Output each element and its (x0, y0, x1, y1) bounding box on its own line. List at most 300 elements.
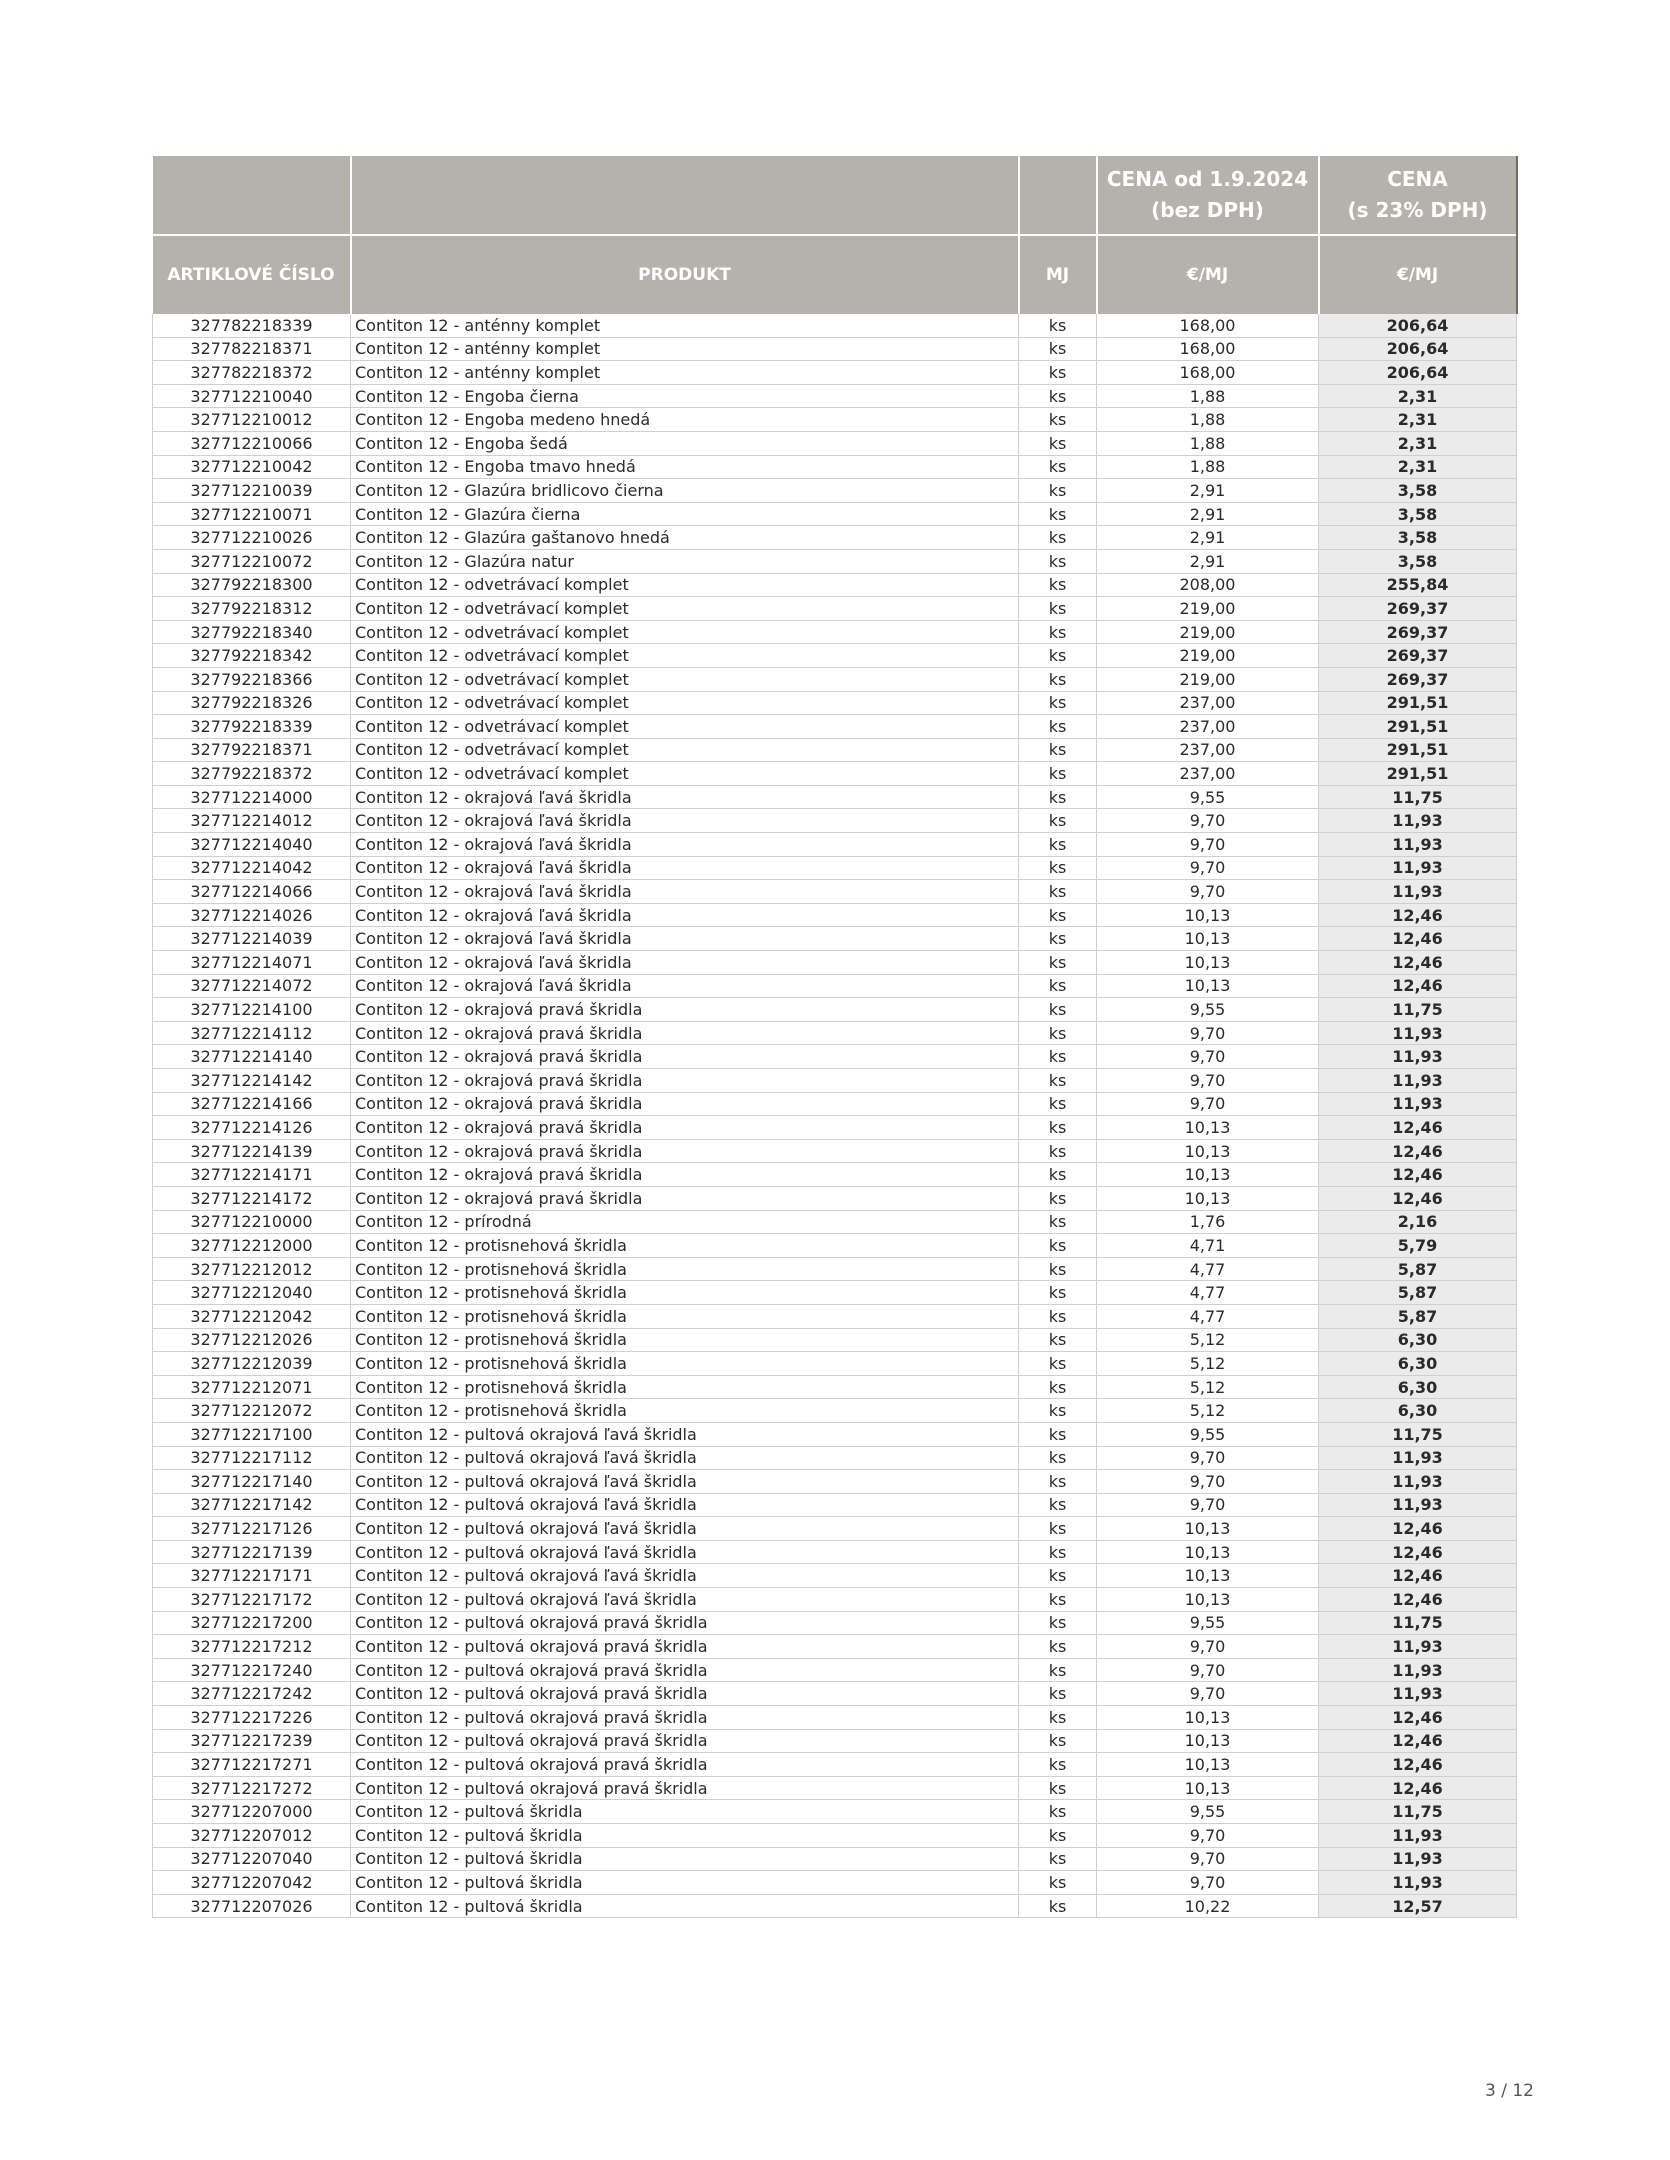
product-cell: Contiton 12 - pultová škridla (351, 1800, 1019, 1824)
price-cell: 9,70 (1097, 880, 1319, 904)
article-number-cell: 327712210042 (153, 455, 351, 479)
unit-cell: ks (1019, 1871, 1097, 1895)
article-number-cell: 327712212012 (153, 1257, 351, 1281)
price-cell: 9,70 (1097, 1069, 1319, 1093)
table-row (153, 1139, 1517, 1163)
unit-cell: ks (1019, 1304, 1097, 1328)
price-cell: 5,12 (1097, 1328, 1319, 1352)
price-cell: 10,13 (1097, 1139, 1319, 1163)
product-cell: Contiton 12 - pultová okrajová pravá škridla (351, 1682, 1019, 1706)
price-cell: 1,76 (1097, 1210, 1319, 1234)
article-number-cell: 327712214012 (153, 809, 351, 833)
unit-cell: ks (1019, 337, 1097, 361)
product-cell: Contiton 12 - protisnehová škridla (351, 1375, 1019, 1399)
unit-cell: ks (1019, 1186, 1097, 1210)
unit-cell: ks (1019, 384, 1097, 408)
product-cell: Contiton 12 - pultová škridla (351, 1871, 1019, 1895)
article-number-cell: 327782218372 (153, 361, 351, 385)
price-cell: 9,55 (1097, 785, 1319, 809)
article-number-cell: 327792218326 (153, 691, 351, 715)
price-vat-cell: 5,87 (1319, 1257, 1517, 1281)
price-vat-cell: 269,37 (1319, 620, 1517, 644)
unit-cell: ks (1019, 998, 1097, 1022)
product-cell: Contiton 12 - okrajová pravá škridla (351, 1163, 1019, 1187)
unit-cell: ks (1019, 1352, 1097, 1376)
header-price-new-line1: CENA od 1.9.2024 (1106, 167, 1309, 191)
price-cell: 9,70 (1097, 1871, 1319, 1895)
price-cell: 219,00 (1097, 597, 1319, 621)
product-cell: Contiton 12 - odvetrávací komplet (351, 597, 1019, 621)
product-cell: Contiton 12 - pultová okrajová ľavá škridla (351, 1564, 1019, 1588)
table-row (153, 833, 1517, 857)
article-number-cell: 327712212071 (153, 1375, 351, 1399)
price-cell: 237,00 (1097, 762, 1319, 786)
table-row (153, 785, 1517, 809)
product-cell: Contiton 12 - okrajová ľavá škridla (351, 809, 1019, 833)
table-row (153, 479, 1517, 503)
product-cell: Contiton 12 - pultová okrajová ľavá škridla (351, 1422, 1019, 1446)
product-cell: Contiton 12 - pultová okrajová pravá škridla (351, 1776, 1019, 1800)
price-vat-cell: 11,93 (1319, 1824, 1517, 1848)
product-cell: Contiton 12 - protisnehová škridla (351, 1328, 1019, 1352)
unit-cell: ks (1019, 1399, 1097, 1423)
price-vat-cell: 5,87 (1319, 1304, 1517, 1328)
unit-cell: ks (1019, 314, 1097, 337)
price-vat-cell: 11,93 (1319, 1470, 1517, 1494)
price-vat-cell: 11,93 (1319, 1045, 1517, 1069)
price-cell: 4,77 (1097, 1304, 1319, 1328)
article-number-cell: 327712210040 (153, 384, 351, 408)
product-cell: Contiton 12 - odvetrávací komplet (351, 715, 1019, 739)
price-vat-cell: 11,93 (1319, 1069, 1517, 1093)
price-cell: 10,13 (1097, 1163, 1319, 1187)
table-row (153, 715, 1517, 739)
price-table-body (153, 314, 1517, 1918)
unit-cell: ks (1019, 1257, 1097, 1281)
article-number-cell: 327712214026 (153, 903, 351, 927)
price-vat-cell: 11,93 (1319, 1021, 1517, 1045)
price-cell: 9,70 (1097, 1658, 1319, 1682)
product-cell: Contiton 12 - okrajová ľavá škridla (351, 880, 1019, 904)
unit-cell: ks (1019, 667, 1097, 691)
price-vat-cell: 11,93 (1319, 880, 1517, 904)
unit-cell: ks (1019, 927, 1097, 951)
table-row (153, 620, 1517, 644)
price-cell: 4,71 (1097, 1234, 1319, 1258)
table-row (153, 1304, 1517, 1328)
unit-cell: ks (1019, 1021, 1097, 1045)
unit-cell: ks (1019, 408, 1097, 432)
price-cell: 9,70 (1097, 1045, 1319, 1069)
header-row-bottom (153, 235, 1517, 314)
header-price-vat-line1: CENA (1387, 167, 1448, 191)
article-number-cell: 327712214171 (153, 1163, 351, 1187)
product-cell: Contiton 12 - Glazúra čierna (351, 502, 1019, 526)
product-cell: Contiton 12 - pultová okrajová ľavá škridla (351, 1540, 1019, 1564)
price-vat-cell: 206,64 (1319, 337, 1517, 361)
product-cell: Contiton 12 - okrajová pravá škridla (351, 1069, 1019, 1093)
unit-cell: ks (1019, 1564, 1097, 1588)
article-number-cell: 327712210026 (153, 526, 351, 550)
price-cell: 10,13 (1097, 1517, 1319, 1541)
price-vat-cell: 12,46 (1319, 903, 1517, 927)
unit-cell: ks (1019, 951, 1097, 975)
unit-cell: ks (1019, 1210, 1097, 1234)
price-vat-cell: 5,79 (1319, 1234, 1517, 1258)
header-unit: MJ (1019, 235, 1097, 314)
unit-cell: ks (1019, 903, 1097, 927)
header-price-vat-line2: (s 23% DPH) (1347, 198, 1488, 222)
product-cell: Contiton 12 - pultová škridla (351, 1894, 1019, 1918)
unit-cell: ks (1019, 479, 1097, 503)
article-number-cell: 327712214039 (153, 927, 351, 951)
article-number-cell: 327712210000 (153, 1210, 351, 1234)
price-vat-cell: 11,75 (1319, 1611, 1517, 1635)
unit-cell: ks (1019, 1234, 1097, 1258)
unit-cell: ks (1019, 431, 1097, 455)
article-number-cell: 327712210066 (153, 431, 351, 455)
price-cell: 9,70 (1097, 1824, 1319, 1848)
product-cell: Contiton 12 - odvetrávací komplet (351, 738, 1019, 762)
article-number-cell: 327712217171 (153, 1564, 351, 1588)
article-number-cell: 327712217271 (153, 1753, 351, 1777)
product-cell: Contiton 12 - protisnehová škridla (351, 1234, 1019, 1258)
unit-cell: ks (1019, 1729, 1097, 1753)
price-cell: 10,13 (1097, 1540, 1319, 1564)
table-row (153, 1894, 1517, 1918)
header-unit-price-vat: €/MJ (1319, 235, 1517, 314)
header-blank-article (153, 156, 351, 235)
table-row (153, 1564, 1517, 1588)
unit-cell: ks (1019, 1493, 1097, 1517)
unit-cell: ks (1019, 1706, 1097, 1730)
price-cell: 1,88 (1097, 384, 1319, 408)
article-number-cell: 327712207042 (153, 1871, 351, 1895)
article-number-cell: 327792218372 (153, 762, 351, 786)
price-cell: 237,00 (1097, 691, 1319, 715)
product-cell: Contiton 12 - okrajová ľavá škridla (351, 927, 1019, 951)
unit-cell: ks (1019, 809, 1097, 833)
price-vat-cell: 11,93 (1319, 1847, 1517, 1871)
product-cell: Contiton 12 - anténny komplet (351, 314, 1019, 337)
price-vat-cell: 12,46 (1319, 1163, 1517, 1187)
article-number-cell: 327712214100 (153, 998, 351, 1022)
product-cell: Contiton 12 - okrajová pravá škridla (351, 1186, 1019, 1210)
product-cell: Contiton 12 - okrajová pravá škridla (351, 1045, 1019, 1069)
price-vat-cell: 269,37 (1319, 667, 1517, 691)
article-number-cell: 327712214040 (153, 833, 351, 857)
table-row (153, 1092, 1517, 1116)
unit-cell: ks (1019, 833, 1097, 857)
article-number-cell: 327712210072 (153, 549, 351, 573)
table-row (153, 856, 1517, 880)
price-vat-cell: 11,93 (1319, 1635, 1517, 1659)
article-number-cell: 327712217272 (153, 1776, 351, 1800)
product-cell: Contiton 12 - protisnehová škridla (351, 1257, 1019, 1281)
price-cell: 9,70 (1097, 856, 1319, 880)
price-vat-cell: 206,64 (1319, 361, 1517, 385)
price-vat-cell: 2,31 (1319, 408, 1517, 432)
product-cell: Contiton 12 - odvetrávací komplet (351, 573, 1019, 597)
unit-cell: ks (1019, 1328, 1097, 1352)
article-number-cell: 327712207012 (153, 1824, 351, 1848)
table-row (153, 880, 1517, 904)
price-vat-cell: 5,87 (1319, 1281, 1517, 1305)
price-cell: 1,88 (1097, 431, 1319, 455)
article-number-cell: 327712214072 (153, 974, 351, 998)
price-vat-cell: 291,51 (1319, 738, 1517, 762)
table-row (153, 1776, 1517, 1800)
product-cell: Contiton 12 - pultová okrajová pravá škridla (351, 1706, 1019, 1730)
table-row (153, 1422, 1517, 1446)
price-cell: 219,00 (1097, 667, 1319, 691)
article-number-cell: 327712207040 (153, 1847, 351, 1871)
article-number-cell: 327712210039 (153, 479, 351, 503)
table-row (153, 361, 1517, 385)
price-cell: 1,88 (1097, 408, 1319, 432)
product-cell: Contiton 12 - okrajová pravá škridla (351, 1139, 1019, 1163)
product-cell: Contiton 12 - protisnehová škridla (351, 1281, 1019, 1305)
article-number-cell: 327712217100 (153, 1422, 351, 1446)
table-row (153, 974, 1517, 998)
article-number-cell: 327792218312 (153, 597, 351, 621)
table-row (153, 951, 1517, 975)
article-number-cell: 327712214140 (153, 1045, 351, 1069)
header-blank-unit (1019, 156, 1097, 235)
table-row (153, 1446, 1517, 1470)
unit-cell: ks (1019, 1163, 1097, 1187)
product-cell: Contiton 12 - odvetrávací komplet (351, 691, 1019, 715)
price-vat-cell: 12,46 (1319, 1517, 1517, 1541)
price-cell: 10,13 (1097, 1706, 1319, 1730)
article-number-cell: 327712217112 (153, 1446, 351, 1470)
table-row (153, 1116, 1517, 1140)
unit-cell: ks (1019, 1682, 1097, 1706)
page-number: 3 / 12 (1485, 2081, 1534, 2101)
price-cell: 9,70 (1097, 809, 1319, 833)
product-cell: Contiton 12 - Glazúra gaštanovo hnedá (351, 526, 1019, 550)
price-vat-cell: 6,30 (1319, 1328, 1517, 1352)
article-number-cell: 327712214166 (153, 1092, 351, 1116)
product-cell: Contiton 12 - okrajová pravá škridla (351, 1092, 1019, 1116)
unit-cell: ks (1019, 1847, 1097, 1871)
price-vat-cell: 2,31 (1319, 455, 1517, 479)
price-cell: 10,13 (1097, 1186, 1319, 1210)
price-vat-cell: 11,93 (1319, 809, 1517, 833)
article-number-cell: 327792218371 (153, 738, 351, 762)
product-cell: Contiton 12 - pultová okrajová pravá škridla (351, 1658, 1019, 1682)
header-article-number: ARTIKLOVÉ ČÍSLO (153, 235, 351, 314)
table-row (153, 667, 1517, 691)
table-row (153, 597, 1517, 621)
price-vat-cell: 12,46 (1319, 1776, 1517, 1800)
price-vat-cell: 12,46 (1319, 1729, 1517, 1753)
header-price-new-line2: (bez DPH) (1151, 198, 1264, 222)
price-cell: 9,70 (1097, 1493, 1319, 1517)
price-cell: 168,00 (1097, 361, 1319, 385)
price-cell: 10,13 (1097, 1753, 1319, 1777)
unit-cell: ks (1019, 597, 1097, 621)
price-vat-cell: 11,93 (1319, 1446, 1517, 1470)
table-row (153, 549, 1517, 573)
table-row (153, 314, 1517, 337)
article-number-cell: 327792218342 (153, 644, 351, 668)
price-cell: 9,55 (1097, 1611, 1319, 1635)
product-cell: Contiton 12 - Engoba šedá (351, 431, 1019, 455)
product-cell: Contiton 12 - Glazúra natur (351, 549, 1019, 573)
table-row (153, 502, 1517, 526)
price-cell: 9,70 (1097, 1470, 1319, 1494)
product-cell: Contiton 12 - okrajová ľavá škridla (351, 951, 1019, 975)
table-row (153, 1611, 1517, 1635)
price-vat-cell: 12,46 (1319, 951, 1517, 975)
table-row (153, 1399, 1517, 1423)
product-cell: Contiton 12 - odvetrávací komplet (351, 667, 1019, 691)
price-vat-cell: 12,46 (1319, 1186, 1517, 1210)
article-number-cell: 327712217126 (153, 1517, 351, 1541)
price-cell: 5,12 (1097, 1375, 1319, 1399)
unit-cell: ks (1019, 856, 1097, 880)
product-cell: Contiton 12 - pultová okrajová pravá škridla (351, 1753, 1019, 1777)
price-cell: 237,00 (1097, 738, 1319, 762)
product-cell: Contiton 12 - pultová okrajová ľavá škridla (351, 1517, 1019, 1541)
price-cell: 219,00 (1097, 620, 1319, 644)
unit-cell: ks (1019, 1470, 1097, 1494)
table-row (153, 1021, 1517, 1045)
price-cell: 9,70 (1097, 1092, 1319, 1116)
table-row (153, 1186, 1517, 1210)
unit-cell: ks (1019, 880, 1097, 904)
table-row (153, 1163, 1517, 1187)
article-number-cell: 327712214139 (153, 1139, 351, 1163)
price-cell: 9,70 (1097, 833, 1319, 857)
article-number-cell: 327712214066 (153, 880, 351, 904)
unit-cell: ks (1019, 573, 1097, 597)
table-row (153, 903, 1517, 927)
article-number-cell: 327712214042 (153, 856, 351, 880)
table-row (153, 738, 1517, 762)
price-cell: 10,22 (1097, 1894, 1319, 1918)
unit-cell: ks (1019, 1611, 1097, 1635)
price-vat-cell: 255,84 (1319, 573, 1517, 597)
price-cell: 2,91 (1097, 502, 1319, 526)
table-row (153, 1824, 1517, 1848)
price-cell: 208,00 (1097, 573, 1319, 597)
price-cell: 9,55 (1097, 1422, 1319, 1446)
price-vat-cell: 12,46 (1319, 1588, 1517, 1612)
price-cell: 5,12 (1097, 1399, 1319, 1423)
product-cell: Contiton 12 - Engoba čierna (351, 384, 1019, 408)
table-row (153, 384, 1517, 408)
product-cell: Contiton 12 - pultová škridla (351, 1847, 1019, 1871)
unit-cell: ks (1019, 1446, 1097, 1470)
price-vat-cell: 12,46 (1319, 974, 1517, 998)
table-row (153, 1800, 1517, 1824)
article-number-cell: 327712217200 (153, 1611, 351, 1635)
article-number-cell: 327792218339 (153, 715, 351, 739)
price-cell: 10,13 (1097, 903, 1319, 927)
table-row (153, 762, 1517, 786)
table-row (153, 1257, 1517, 1281)
product-cell: Contiton 12 - okrajová pravá škridla (351, 1116, 1019, 1140)
product-cell: Contiton 12 - pultová okrajová ľavá škridla (351, 1446, 1019, 1470)
header-price-new (1097, 156, 1319, 235)
unit-cell: ks (1019, 1776, 1097, 1800)
product-cell: Contiton 12 - Glazúra bridlicovo čierna (351, 479, 1019, 503)
unit-cell: ks (1019, 974, 1097, 998)
table-row (153, 1635, 1517, 1659)
header-unit-price-new: €/MJ (1097, 235, 1319, 314)
unit-cell: ks (1019, 1635, 1097, 1659)
price-vat-cell: 11,93 (1319, 1871, 1517, 1895)
header-row-top (153, 156, 1517, 235)
price-vat-cell: 11,93 (1319, 1493, 1517, 1517)
price-cell: 2,91 (1097, 526, 1319, 550)
product-cell: Contiton 12 - pultová okrajová ľavá škridla (351, 1588, 1019, 1612)
unit-cell: ks (1019, 1517, 1097, 1541)
price-cell: 10,13 (1097, 951, 1319, 975)
article-number-cell: 327712212000 (153, 1234, 351, 1258)
product-cell: Contiton 12 - protisnehová škridla (351, 1399, 1019, 1423)
table-row (153, 408, 1517, 432)
product-cell: Contiton 12 - prírodná (351, 1210, 1019, 1234)
article-number-cell: 327712212026 (153, 1328, 351, 1352)
article-number-cell: 327712217239 (153, 1729, 351, 1753)
price-vat-cell: 12,57 (1319, 1894, 1517, 1918)
table-row (153, 1493, 1517, 1517)
product-cell: Contiton 12 - pultová okrajová pravá škridla (351, 1729, 1019, 1753)
price-vat-cell: 11,75 (1319, 998, 1517, 1022)
price-cell: 10,13 (1097, 1564, 1319, 1588)
product-cell: Contiton 12 - Engoba tmavo hnedá (351, 455, 1019, 479)
table-row (153, 1588, 1517, 1612)
price-cell: 9,70 (1097, 1847, 1319, 1871)
price-cell: 237,00 (1097, 715, 1319, 739)
price-vat-cell: 11,93 (1319, 1658, 1517, 1682)
unit-cell: ks (1019, 1045, 1097, 1069)
article-number-cell: 327712214126 (153, 1116, 351, 1140)
unit-cell: ks (1019, 1824, 1097, 1848)
table-row (153, 455, 1517, 479)
price-vat-cell: 206,64 (1319, 314, 1517, 337)
product-cell: Contiton 12 - anténny komplet (351, 361, 1019, 385)
table-row (153, 1871, 1517, 1895)
article-number-cell: 327712217212 (153, 1635, 351, 1659)
table-row (153, 644, 1517, 668)
price-cell: 10,13 (1097, 1776, 1319, 1800)
product-cell: Contiton 12 - okrajová ľavá škridla (351, 974, 1019, 998)
product-cell: Contiton 12 - odvetrávací komplet (351, 762, 1019, 786)
price-vat-cell: 11,93 (1319, 833, 1517, 857)
product-cell: Contiton 12 - Engoba medeno hnedá (351, 408, 1019, 432)
price-cell: 2,91 (1097, 479, 1319, 503)
article-number-cell: 327712217172 (153, 1588, 351, 1612)
table-row (153, 1658, 1517, 1682)
price-vat-cell: 2,16 (1319, 1210, 1517, 1234)
product-cell: Contiton 12 - pultová okrajová ľavá škridla (351, 1493, 1019, 1517)
product-cell: Contiton 12 - pultová škridla (351, 1824, 1019, 1848)
table-row (153, 691, 1517, 715)
product-cell: Contiton 12 - okrajová ľavá škridla (351, 785, 1019, 809)
price-vat-cell: 3,58 (1319, 549, 1517, 573)
product-cell: Contiton 12 - pultová okrajová pravá škridla (351, 1635, 1019, 1659)
price-table (152, 156, 1518, 1918)
price-cell: 9,70 (1097, 1021, 1319, 1045)
article-number-cell: 327712210012 (153, 408, 351, 432)
price-vat-cell: 12,46 (1319, 1564, 1517, 1588)
table-row (153, 1069, 1517, 1093)
price-vat-cell: 3,58 (1319, 479, 1517, 503)
